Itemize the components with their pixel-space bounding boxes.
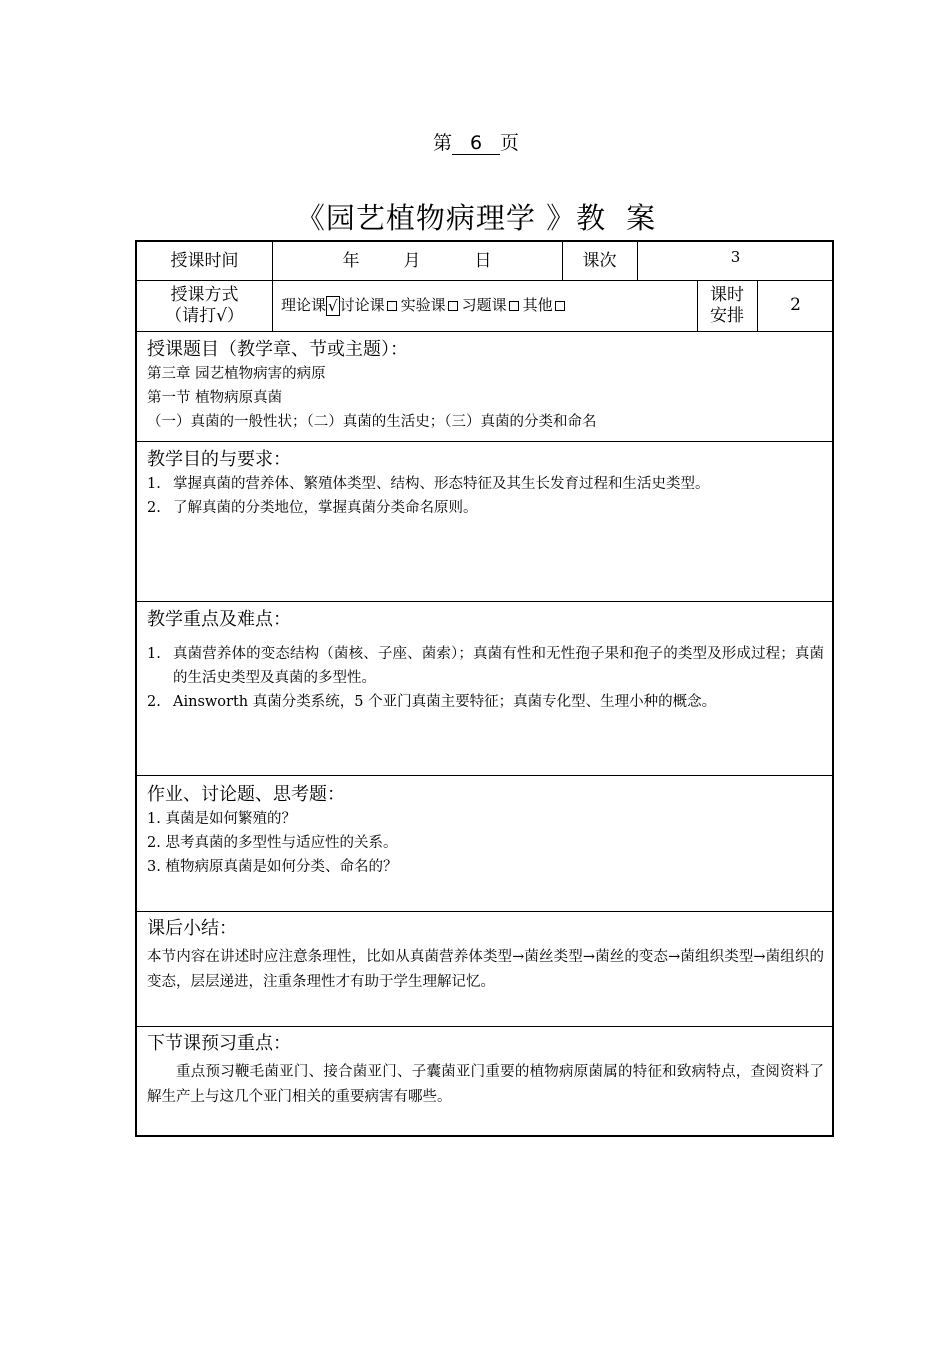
page-number-value: 6	[452, 132, 500, 155]
date-day-label: 日	[474, 250, 492, 271]
page-number-prefix: 第	[432, 132, 452, 154]
date-year-label: 年	[342, 250, 360, 271]
page-number	[0, 128, 952, 155]
homework-line: 2. 思考真菌的多型性与适应性的关系。	[147, 835, 398, 851]
class-hours-label-line2: 安排	[710, 305, 744, 326]
mode-exercise: 习题课	[461, 296, 507, 314]
list-item	[147, 690, 824, 714]
list-item	[147, 472, 824, 496]
mode-theory: 理论课	[281, 296, 327, 314]
item-text: Ainsworth 真菌分类系统，5 个亚门真菌主要特征；真菌专化型、生理小种的概念。	[173, 694, 717, 710]
mode-discuss-checkbox[interactable]	[387, 301, 397, 311]
item-text: 掌握真菌的营养体、繁殖体类型、结构、形态特征及其生长发育过程和生活史类型。	[173, 476, 710, 492]
topic-heading: 授课题目（教学章、节或主题）：	[147, 339, 408, 360]
document-title-last: 案	[626, 201, 657, 235]
teaching-mode-label-line2: （请打√）	[165, 305, 244, 326]
class-hours-value: 2	[790, 295, 801, 315]
class-time-label: 授课时间	[170, 250, 239, 271]
date-month-label: 月	[403, 250, 421, 271]
lesson-plan-table	[135, 240, 834, 1137]
topic-section	[147, 338, 824, 434]
item-number: 2.	[147, 500, 161, 516]
mode-exercise-checkbox[interactable]	[509, 301, 519, 311]
item-text: 真菌营养体的变态结构（菌核、子座、菌索）；真菌有性和无性孢子果和孢子的类型及形成过程；真菌的生活史类型及真菌的多型性。	[173, 646, 824, 686]
mode-discuss: 讨论课	[339, 296, 385, 314]
session-value: 3	[730, 248, 741, 266]
objectives-section	[147, 448, 824, 520]
teaching-mode-options	[272, 280, 697, 331]
preview-text: 重点预习鞭毛菌亚门、接合菌亚门、子囊菌亚门重要的植物病原菌属的特征和致病特点，查阅资料了解生产上与这几个亚门相关的重要病害有哪些。	[147, 1064, 824, 1105]
item-text: 了解真菌的分类地位，掌握真菌分类命名原则。	[173, 500, 478, 516]
item-number: 1.	[147, 646, 161, 662]
key-points-section	[147, 608, 824, 714]
class-hours-label	[697, 280, 757, 331]
summary-section	[147, 917, 824, 995]
topic-line: 第三章 园艺植物病害的病原	[147, 366, 326, 382]
page-number-suffix: 页	[500, 132, 520, 154]
preview-section	[147, 1032, 824, 1110]
topic-line: （一）真菌的一般性状；（二）真菌的生活史；（三）真菌的分类和命名	[147, 414, 597, 430]
item-number: 1.	[147, 476, 161, 492]
homework-line: 1. 真菌是如何繁殖的？	[147, 811, 296, 827]
topic-line: 第一节 植物病原真菌	[147, 390, 283, 406]
teaching-mode-label	[137, 280, 272, 331]
objectives-heading: 教学目的与要求：	[147, 449, 291, 470]
list-item	[147, 496, 824, 520]
mode-lab-checkbox[interactable]	[448, 301, 458, 311]
class-hours-label-line1: 课时	[710, 284, 744, 305]
mode-other: 其他	[522, 296, 553, 314]
mode-lab: 实验课	[400, 296, 446, 314]
class-date	[272, 242, 562, 280]
document-title	[0, 196, 952, 237]
homework-line: 3. 植物病原真菌是如何分类、命名的？	[147, 859, 398, 875]
key-points-heading: 教学重点及难点：	[147, 609, 291, 630]
homework-heading: 作业、讨论题、思考题：	[147, 784, 345, 805]
session-label: 课次	[582, 250, 617, 271]
summary-heading: 课后小结：	[147, 918, 237, 939]
list-item	[147, 642, 824, 690]
mode-theory-checkbox[interactable]: √	[328, 296, 338, 315]
summary-text: 本节内容在讲述时应注意条理性，比如从真菌营养体类型→菌丝类型→菌丝的变态→菌组织类型→菌组织的变态，层层递进，注重条理性才有助于学生理解记忆。	[147, 949, 824, 990]
mode-other-checkbox[interactable]	[555, 301, 565, 311]
item-number: 2.	[147, 694, 161, 710]
teaching-mode-label-line1: 授课方式	[170, 284, 239, 305]
homework-section	[147, 783, 824, 879]
preview-heading: 下节课预习重点：	[147, 1033, 291, 1054]
document-title-main: 《园艺植物病理学 》教	[295, 201, 607, 235]
